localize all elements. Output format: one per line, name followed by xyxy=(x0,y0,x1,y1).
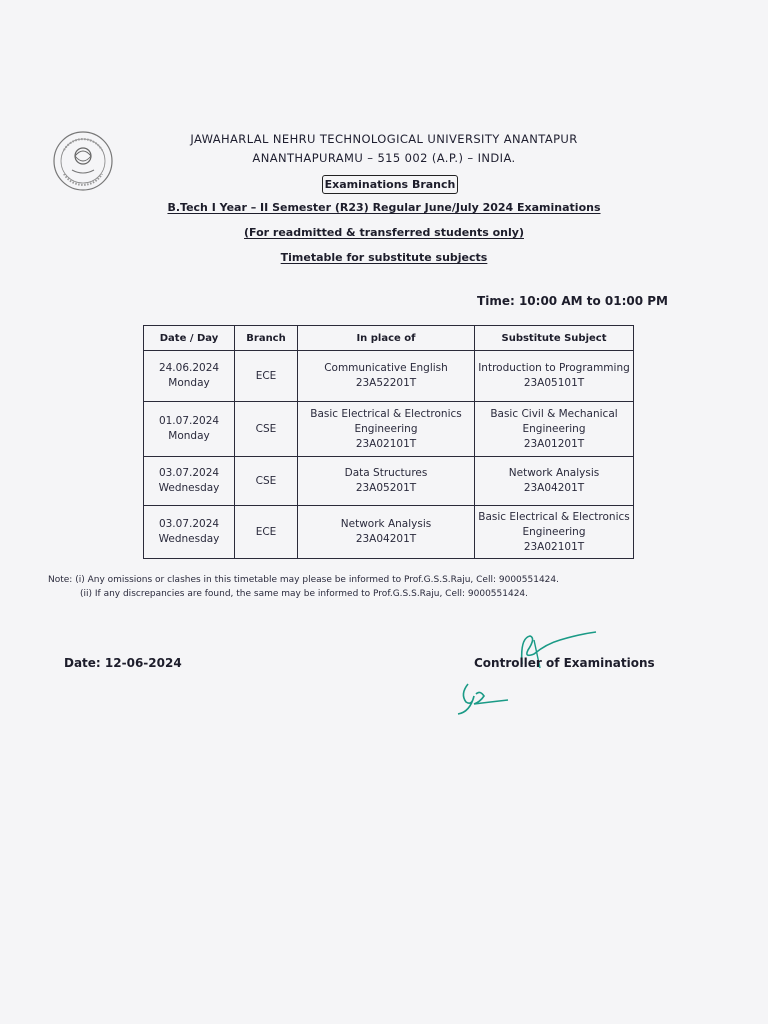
date-cell: 01.07.2024 Monday xyxy=(144,402,235,457)
substitute-cell: Introduction to Programming 23A05101T xyxy=(475,351,634,402)
in-place-cell: Communicative English 23A52201T xyxy=(298,351,475,402)
controller-of-examinations: Controller of Examinations xyxy=(474,656,655,670)
substitute-cell: Network Analysis 23A04201T xyxy=(475,457,634,506)
handwritten-signature-icon xyxy=(450,628,610,718)
column-header-substitute: Substitute Subject xyxy=(475,326,634,351)
exam-time: Time: 10:00 AM to 01:00 PM xyxy=(477,294,668,308)
in-place-cell: Network Analysis 23A04201T xyxy=(298,506,475,559)
branch-cell: ECE xyxy=(235,506,298,559)
note-2: (ii) If any discrepancies are found, the same may be informed to Prof.G.S.S.Raju, Cell: 9000551424. xyxy=(80,589,529,599)
branch-cell: ECE xyxy=(235,351,298,402)
table-row xyxy=(144,506,634,559)
timetable-table xyxy=(143,325,634,559)
date-cell: 24.06.2024 Monday xyxy=(144,351,235,402)
notes xyxy=(48,575,559,599)
examinations-branch-label: Examinations Branch xyxy=(322,175,458,194)
timetable-title: Timetable for substitute subjects xyxy=(280,251,488,264)
table-row xyxy=(144,351,634,402)
date-cell: 03.07.2024 Wednesday xyxy=(144,457,235,506)
branch-cell: CSE xyxy=(235,402,298,457)
table-row xyxy=(144,457,634,506)
university-address: ANANTHAPURAMU – 515 002 (A.P.) – INDIA. xyxy=(252,151,516,165)
exam-title: B.Tech I Year – II Semester (R23) Regular June/July 2024 Examinations xyxy=(167,201,601,214)
column-header-branch: Branch xyxy=(235,326,298,351)
in-place-cell: Data Structures 23A05201T xyxy=(298,457,475,506)
university-name: JAWAHARLAL NEHRU TECHNOLOGICAL UNIVERSITY ANANTAPUR xyxy=(190,132,578,146)
branch-cell: CSE xyxy=(235,457,298,506)
note-1: Note: (i) Any omissions or clashes in this timetable may please be informed to Prof.G.S.S.Raju, Cell: 9000551424. xyxy=(48,575,559,585)
date-cell: 03.07.2024 Wednesday xyxy=(144,506,235,559)
substitute-cell: Basic Electrical & Electronics Engineering 23A02101T xyxy=(475,506,634,559)
column-header-in-place: In place of xyxy=(298,326,475,351)
issue-date: Date: 12-06-2024 xyxy=(64,656,182,670)
substitute-cell: Basic Civil & Mechanical Engineering 23A01201T xyxy=(475,402,634,457)
table-row xyxy=(144,402,634,457)
table-header-row xyxy=(144,326,634,351)
in-place-cell: Basic Electrical & Electronics Engineering 23A02101T xyxy=(298,402,475,457)
scope-note: (For readmitted & transferred students only) xyxy=(244,226,524,239)
column-header-date: Date / Day xyxy=(144,326,235,351)
